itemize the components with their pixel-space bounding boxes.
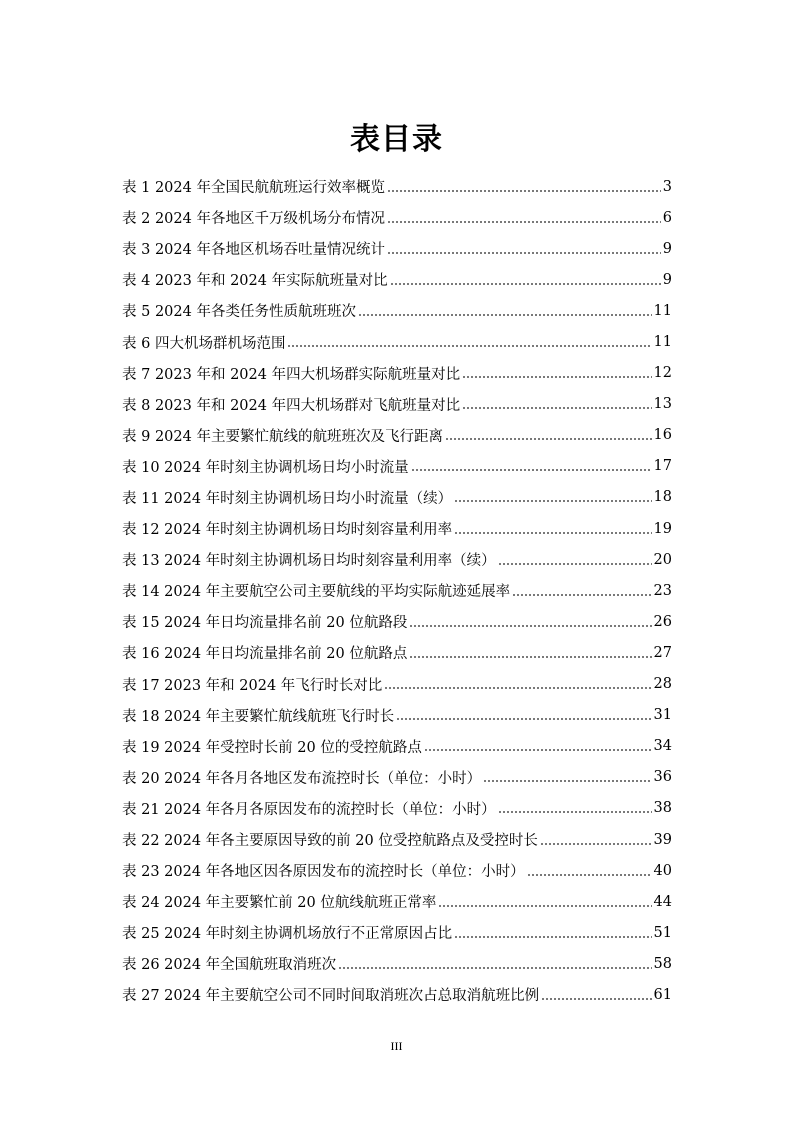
toc-entry-label[interactable]: 表 15 2024 年日均流量排名前 20 位航路段 [122,615,408,632]
toc-entry-page-number[interactable]: 36 [653,769,672,786]
toc-entry-page-number[interactable]: 9 [662,271,672,288]
toc-entry-label[interactable]: 表 11 2024 年时刻主协调机场日均小时流量（续） [122,490,453,507]
toc-entry-label[interactable]: 表 26 2024 年全国航班取消班次 [122,957,337,974]
dot-leader [483,780,651,782]
toc-entry-page-number[interactable]: 13 [653,396,672,413]
toc-entry-page-number[interactable]: 9 [662,240,672,257]
toc-entry-page-number[interactable]: 38 [653,800,672,817]
toc-entry[interactable] [122,451,672,482]
dot-leader [527,874,652,876]
toc-entry[interactable] [122,979,672,1010]
toc-entry-label[interactable]: 表 1 2024 年全国民航航班运行效率概览 [122,180,385,197]
dot-leader [338,967,651,969]
toc-entry[interactable] [122,358,672,389]
toc-entry[interactable] [122,482,672,513]
dot-leader [396,718,651,720]
toc-entry-label[interactable]: 表 17 2023 年和 2024 年飞行时长对比 [122,677,383,694]
dot-leader [387,252,661,254]
dot-leader [287,345,651,347]
toc-entry-page-number[interactable]: 58 [653,955,672,972]
dot-leader [462,407,651,409]
dot-leader [438,905,651,907]
toc-entry-label[interactable]: 表 5 2024 年各类任务性质航班班次 [122,304,356,321]
toc-entry-label[interactable]: 表 19 2024 年受控时长前 20 位的受控航路点 [122,739,422,756]
dot-leader [498,811,652,813]
toc-entry-label[interactable]: 表 23 2024 年各地区因各原因发布的流控时长（单位：小时） [122,864,525,881]
toc-entry-page-number[interactable]: 6 [662,209,672,226]
toc-entry-page-number[interactable]: 19 [653,520,672,537]
toc-entry-label[interactable]: 表 13 2024 年时刻主协调机场日均时刻容量利用率（续） [122,553,496,570]
toc-entry[interactable] [122,917,672,948]
toc-entry-page-number[interactable]: 28 [653,676,672,693]
toc-entry-label[interactable]: 表 27 2024 年主要航空公司不同时间取消班次占总取消航班比例 [122,988,540,1005]
dot-leader [384,687,651,689]
toc-entry-page-number[interactable]: 18 [653,489,672,506]
toc-entry-page-number[interactable]: 20 [653,551,672,568]
dot-leader [390,283,661,285]
toc-entry[interactable] [122,544,672,575]
toc-entry-page-number[interactable]: 39 [653,831,672,848]
dot-leader [541,998,651,1000]
toc-entry-label[interactable]: 表 3 2024 年各地区机场吞吐量情况统计 [122,242,385,259]
table-of-contents-list [122,171,672,1011]
toc-entry[interactable] [122,948,672,979]
toc-entry-label[interactable]: 表 9 2024 年主要繁忙航线的航班班次及飞行距离 [122,428,443,445]
toc-entry[interactable] [122,264,672,295]
dot-leader [409,656,651,658]
toc-entry[interactable] [122,700,672,731]
toc-entry-label[interactable]: 表 24 2024 年主要繁忙前 20 位航线航班正常率 [122,895,437,912]
toc-entry[interactable] [122,855,672,886]
toc-entry-page-number[interactable]: 31 [653,707,672,724]
toc-entry[interactable] [122,886,672,917]
toc-entry[interactable] [122,295,672,326]
toc-entry-label[interactable]: 表 12 2024 年时刻主协调机场日均时刻容量利用率 [122,522,453,539]
toc-entry[interactable] [122,793,672,824]
toc-entry-label[interactable]: 表 20 2024 年各月各地区发布流控时长（单位：小时） [122,770,482,787]
toc-entry[interactable] [122,326,672,357]
toc-entry-page-number[interactable]: 3 [662,178,672,195]
toc-entry-label[interactable]: 表 6 四大机场群机场范围 [122,335,286,352]
toc-entry-page-number[interactable]: 51 [653,924,672,941]
dot-leader [462,376,651,378]
dot-leader [387,190,661,192]
toc-entry[interactable] [122,171,672,202]
dot-leader [498,563,652,565]
toc-entry-label[interactable]: 表 25 2024 年时刻主协调机场放行不正常原因占比 [122,926,453,943]
toc-entry[interactable] [122,513,672,544]
toc-entry[interactable] [122,233,672,264]
toc-entry-page-number[interactable]: 11 [653,302,672,319]
dot-leader [445,438,652,440]
toc-entry-label[interactable]: 表 18 2024 年主要繁忙航线航班飞行时长 [122,708,395,725]
toc-entry-page-number[interactable]: 17 [653,458,672,475]
toc-entry-label[interactable]: 表 7 2023 年和 2024 年四大机场群实际航班量对比 [122,366,461,383]
toc-entry-page-number[interactable]: 26 [653,613,672,630]
dot-leader [454,936,651,938]
dot-leader [411,469,652,471]
toc-entry[interactable] [122,762,672,793]
dot-leader [454,532,651,534]
toc-entry-label[interactable]: 表 16 2024 年日均流量排名前 20 位航路点 [122,646,408,663]
dot-leader [540,843,652,845]
page-title: 表目录 [350,122,443,157]
page-number: III [390,1039,403,1053]
dot-leader [424,749,652,751]
toc-entry[interactable] [122,731,672,762]
dot-leader [387,221,661,223]
toc-entry[interactable] [122,202,672,233]
toc-entry-label[interactable]: 表 2 2024 年各地区千万级机场分布情况 [122,211,385,228]
toc-entry-page-number[interactable]: 27 [653,644,672,661]
toc-entry-page-number[interactable]: 34 [653,738,672,755]
dot-leader [409,625,651,627]
toc-entry[interactable] [122,389,672,420]
toc-entry[interactable] [122,606,672,637]
toc-entry-page-number[interactable]: 44 [653,893,672,910]
toc-entry-page-number[interactable]: 40 [653,862,672,879]
toc-entry-label[interactable]: 表 22 2024 年各主要原因导致的前 20 位受控航路点及受控时长 [122,833,538,850]
toc-entry-page-number[interactable]: 23 [653,582,672,599]
toc-entry[interactable] [122,575,672,606]
toc-entry-page-number[interactable]: 12 [653,365,672,382]
dot-leader [512,594,651,596]
toc-entry[interactable] [122,824,672,855]
toc-entry-label[interactable]: 表 10 2024 年时刻主协调机场日均小时流量 [122,459,409,476]
dot-leader [358,314,652,316]
toc-entry[interactable] [122,420,672,451]
toc-entry-label[interactable]: 表 14 2024 年主要航空公司主要航线的平均实际航迹延展率 [122,584,511,601]
toc-entry[interactable] [122,669,672,700]
toc-entry-page-number[interactable]: 61 [653,986,672,1003]
toc-entry-page-number[interactable]: 11 [653,334,672,351]
toc-entry-label[interactable]: 表 4 2023 年和 2024 年实际航班量对比 [122,273,388,290]
dot-leader [454,500,651,502]
toc-entry-label[interactable]: 表 8 2023 年和 2024 年四大机场群对飞航班量对比 [122,397,461,414]
toc-entry[interactable] [122,637,672,668]
toc-entry-page-number[interactable]: 16 [653,427,672,444]
toc-entry-label[interactable]: 表 21 2024 年各月各原因发布的流控时长（单位：小时） [122,801,496,818]
